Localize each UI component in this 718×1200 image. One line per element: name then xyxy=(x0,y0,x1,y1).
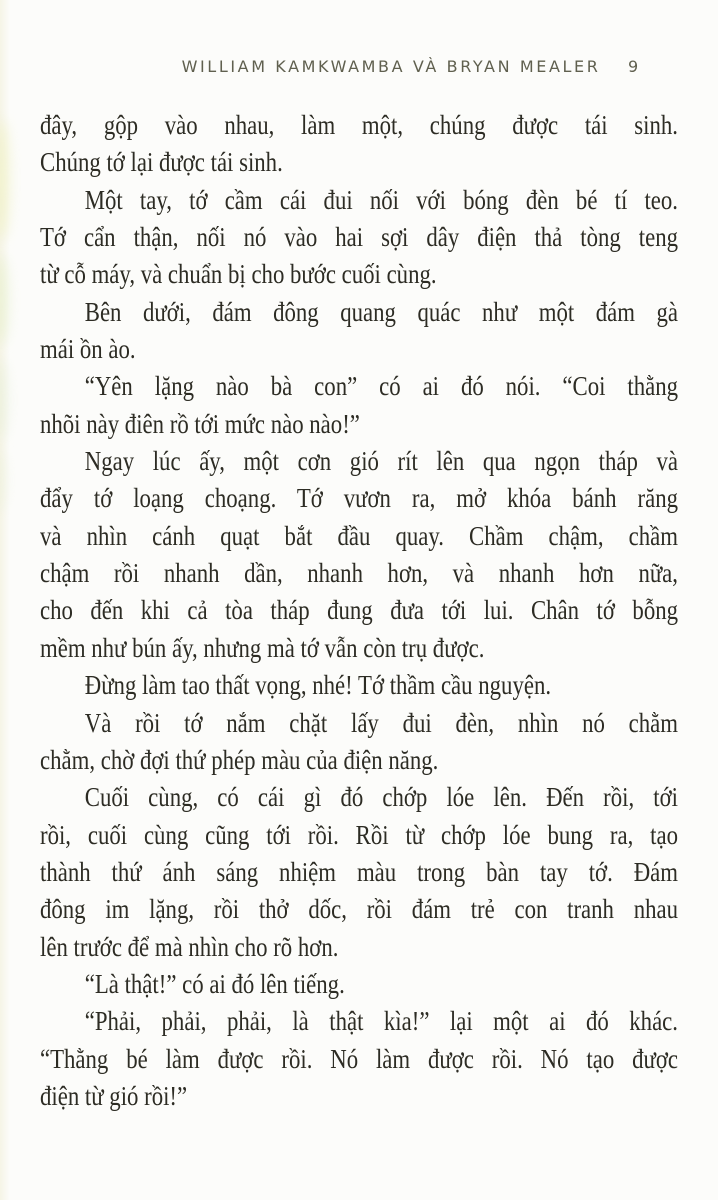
page-number: 9 xyxy=(628,57,639,76)
text-line: Cuối cùng, có cái gì đó chớp lóe lên. Đến rồi, tới xyxy=(84,781,678,813)
text-line: “Là thật!” có ai đó lên tiếng. xyxy=(84,967,345,999)
text-line: từ cỗ máy, và chuẩn bị cho bước cuối cùng. xyxy=(40,258,437,290)
text-line: mềm như bún ấy, nhưng mà tớ vẫn còn trụ được. xyxy=(40,631,485,663)
text-line: cho đến khi cả tòa tháp đung đưa tới lui. Chân tớ bỗng xyxy=(40,594,678,626)
page-edge-shadow xyxy=(0,0,10,1200)
text-line: chằm, chờ đợi thứ phép màu của điện năng. xyxy=(40,743,439,775)
text-line: mái ồn ào. xyxy=(40,333,136,365)
scan-artifact xyxy=(0,255,9,345)
scan-artifact xyxy=(0,120,10,240)
text-line: nhõi này điên rồ tới mức nào nào!” xyxy=(40,407,360,439)
text-line: Một tay, tớ cầm cái đui nối với bóng đèn bé tí teo. xyxy=(84,183,678,215)
text-line: rồi, cuối cùng cũng tới rồi. Rồi từ chớp lóe bung ra, tạo xyxy=(40,818,678,850)
scan-artifact xyxy=(0,360,8,440)
running-header: WILLIAM KAMKWAMBA VÀ BRYAN MEALER xyxy=(181,57,601,76)
text-line: và nhìn cánh quạt bắt đầu quay. Chầm chậm, chầm xyxy=(40,519,678,551)
text-line: điện từ gió rồi!” xyxy=(40,1079,188,1111)
text-line: thành thứ ánh sáng nhiệm màu trong bàn tay tớ. Đám xyxy=(40,855,678,887)
text-line: Chúng tớ lại được tái sinh. xyxy=(40,146,283,178)
text-line: Đừng làm tao thất vọng, nhé! Tớ thầm cầu nguyện. xyxy=(84,669,552,701)
text-line: chậm rồi nhanh dần, nhanh hơn, và nhanh hơn nữa, xyxy=(40,557,678,589)
text-line: đây, gộp vào nhau, làm một, chúng được tái sinh. xyxy=(40,109,678,140)
text-line: “Yên lặng nào bà con” có ai đó nói. “Coi thằng xyxy=(84,370,678,402)
text-line: lên trước để mà nhìn cho rõ hơn. xyxy=(40,930,339,962)
text-line: “Phải, phải, phải, là thật kìa!” lại một ai đó khác. xyxy=(84,1005,678,1037)
text-line: Ngay lúc ấy, một cơn gió rít lên qua ngọn tháp và xyxy=(84,445,678,477)
text-line: Bên dưới, đám đông quang quác như một đám gà xyxy=(84,295,678,327)
text-line: “Thằng bé làm được rồi. Nó làm được rồi. Nó tạo được xyxy=(40,1042,678,1074)
text-line: Và rồi tớ nắm chặt lấy đui đèn, nhìn nó chằm xyxy=(84,706,678,738)
text-line: đông im lặng, rồi thở dốc, rồi đám trẻ con tranh nhau xyxy=(40,893,678,925)
scan-artifact xyxy=(0,450,6,510)
page-body xyxy=(40,106,678,1114)
text-line: Tớ cẩn thận, nối nó vào hai sợi dây điện thả tòng teng xyxy=(40,221,678,253)
text-line: đẩy tớ loạng choạng. Tớ vươn ra, mở khóa bánh răng xyxy=(40,482,678,514)
